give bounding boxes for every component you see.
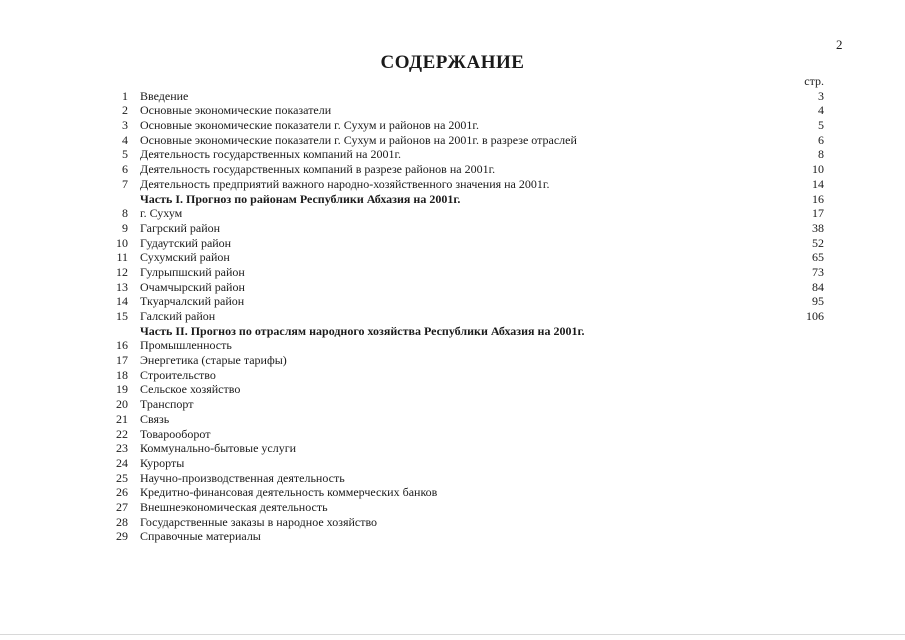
toc-entry-page bbox=[768, 412, 828, 427]
toc-entry-page bbox=[768, 441, 828, 456]
toc-entry-label: Гагрский район bbox=[140, 220, 221, 235]
toc-row bbox=[108, 103, 828, 118]
toc-row bbox=[108, 89, 828, 104]
toc-entry-label: Очамчырский район bbox=[140, 279, 245, 294]
toc-entry-page bbox=[768, 529, 828, 544]
toc-entry-number: 25 bbox=[116, 470, 128, 485]
toc-entry-number: 26 bbox=[116, 485, 128, 500]
scan-edge-line bbox=[0, 634, 905, 635]
toc-entry-label: Деятельность предприятий важного народно-хозяйственного значения на 2001г. bbox=[140, 176, 550, 191]
toc-entry-number: 14 bbox=[116, 294, 128, 309]
toc-entry-number: 6 bbox=[122, 162, 128, 177]
toc-entry-number: 2 bbox=[122, 103, 128, 118]
page-title: СОДЕРЖАНИЕ bbox=[380, 52, 525, 73]
toc-row bbox=[108, 338, 828, 353]
toc-entry-label: Связь bbox=[140, 411, 170, 426]
toc-entry-page: 10 bbox=[812, 162, 824, 177]
toc-entry-number: 24 bbox=[116, 455, 128, 470]
toc-entry-number: 23 bbox=[116, 441, 128, 456]
toc-section-title: Часть II. Прогноз по отраслям народного хозяйства Республики Абхазия на 2001г. bbox=[140, 323, 585, 338]
toc-entry-label: Кредитно-финансовая деятельность коммерческих банков bbox=[140, 485, 438, 500]
toc-entry-label: Товарооборот bbox=[140, 426, 211, 441]
toc-entry-label: Промышленность bbox=[140, 338, 232, 353]
toc-row bbox=[108, 206, 828, 221]
toc-row bbox=[108, 515, 828, 530]
toc-entry-label: Научно-производственная деятельность bbox=[140, 470, 345, 485]
toc-entry-page: 4 bbox=[818, 103, 824, 118]
toc-row bbox=[108, 177, 828, 192]
toc-entry-label: Введение bbox=[140, 88, 189, 103]
toc-entry-label: Государственные заказы в народное хозяйство bbox=[140, 514, 378, 529]
toc-entry-number: 10 bbox=[116, 235, 128, 250]
toc-entry-label: Галский район bbox=[140, 309, 216, 323]
toc-entry-page bbox=[768, 471, 828, 486]
toc-entry-page: 95 bbox=[812, 294, 824, 309]
toc-row bbox=[108, 353, 828, 368]
toc-entry-label: Основные экономические показатели г. Сухум и районов на 2001г. bbox=[140, 118, 479, 133]
toc-entry-number: 29 bbox=[116, 529, 128, 544]
toc-entry-page: 106 bbox=[806, 309, 824, 323]
toc-entry-page bbox=[768, 353, 828, 368]
toc-entry-page bbox=[768, 324, 828, 339]
toc-section-row bbox=[108, 192, 828, 207]
toc-entry-label: Ткуарчалский район bbox=[140, 294, 245, 309]
toc-entry-label: Сельское хозяйство bbox=[140, 382, 241, 397]
toc-entry-number: 3 bbox=[122, 118, 128, 133]
toc-row bbox=[108, 485, 828, 500]
toc-row bbox=[108, 236, 828, 251]
toc-entry-label: Внешнеэкономическая деятельность bbox=[140, 499, 328, 514]
toc-row bbox=[108, 309, 828, 324]
toc-entry-page bbox=[768, 338, 828, 353]
toc-entry-label: Деятельность государственных компаний в разрезе районов на 2001г. bbox=[140, 162, 496, 177]
toc-row bbox=[108, 441, 828, 456]
toc-entry-page: 14 bbox=[812, 176, 824, 191]
toc-row bbox=[108, 368, 828, 383]
toc-entry-label: Основные экономические показатели г. Сухум и районов на 2001г. в разрезе отраслей bbox=[140, 132, 577, 147]
toc-entry-label: Гудаутский район bbox=[140, 235, 232, 250]
toc-row bbox=[108, 382, 828, 397]
toc-entry-label: Энергетика (старые тарифы) bbox=[140, 353, 287, 368]
table-of-contents bbox=[108, 74, 828, 544]
toc-entry-page: 84 bbox=[812, 279, 824, 294]
toc-entry-label: г. Сухум bbox=[140, 206, 183, 221]
toc-entry-label: Справочные материалы bbox=[140, 529, 261, 544]
toc-entry-page: 5 bbox=[818, 118, 824, 133]
toc-row bbox=[108, 427, 828, 442]
toc-row bbox=[108, 529, 828, 544]
toc-entry-number: 13 bbox=[116, 279, 128, 294]
toc-entry-label: Коммунально-бытовые услуги bbox=[140, 441, 297, 456]
toc-entry-label: Сухумский район bbox=[140, 250, 230, 265]
toc-entry-number bbox=[108, 324, 140, 339]
toc-entry-page bbox=[768, 382, 828, 397]
toc-entry-number: 1 bbox=[122, 88, 128, 103]
toc-row bbox=[108, 147, 828, 162]
toc-entry-label: Строительство bbox=[140, 367, 216, 382]
toc-entry-label: Курорты bbox=[140, 455, 185, 470]
toc-entry-page: 52 bbox=[812, 235, 824, 250]
toc-entry-page bbox=[768, 515, 828, 530]
toc-row bbox=[108, 250, 828, 265]
page-number: 2 bbox=[836, 37, 843, 52]
toc-row bbox=[108, 471, 828, 486]
toc-entry-label: Основные экономические показатели bbox=[140, 103, 332, 118]
toc-entry-number: 17 bbox=[116, 353, 128, 368]
toc-row bbox=[108, 412, 828, 427]
toc-entry-number: 8 bbox=[122, 206, 128, 221]
toc-entry-number: 19 bbox=[116, 382, 128, 397]
toc-entry-number: 11 bbox=[116, 250, 128, 265]
toc-entry-page: 16 bbox=[812, 191, 824, 206]
toc-entry-number: 9 bbox=[122, 220, 128, 235]
toc-section-row bbox=[108, 324, 828, 339]
toc-row bbox=[108, 280, 828, 295]
toc-entry-page: 65 bbox=[812, 250, 824, 265]
toc-header-row bbox=[108, 74, 828, 89]
toc-entry-number: 22 bbox=[116, 426, 128, 441]
toc-entry-page bbox=[768, 397, 828, 412]
toc-entry-label: Деятельность государственных компаний на 2001г. bbox=[140, 147, 402, 162]
toc-entry-number: 4 bbox=[122, 132, 128, 147]
toc-entry-label: Гулрыпшский район bbox=[140, 264, 245, 279]
toc-section-title: Часть I. Прогноз по районам Республики Абхазия на 2001г. bbox=[140, 191, 461, 206]
toc-row bbox=[108, 265, 828, 280]
toc-row bbox=[108, 294, 828, 309]
toc-entry-page: 17 bbox=[812, 206, 824, 221]
toc-row bbox=[108, 118, 828, 133]
toc-entry-page bbox=[768, 427, 828, 442]
toc-entry-page: 6 bbox=[818, 132, 824, 147]
toc-entry-number: 28 bbox=[116, 514, 128, 529]
toc-entry-page bbox=[768, 500, 828, 515]
toc-entry-number: 18 bbox=[116, 367, 128, 382]
toc-entry-page: 73 bbox=[812, 264, 824, 279]
toc-entry-number: 27 bbox=[116, 499, 128, 514]
toc-entry-label: Транспорт bbox=[140, 397, 194, 412]
toc-row bbox=[108, 397, 828, 412]
toc-entry-number: 16 bbox=[116, 338, 128, 353]
page-column-header: стр. bbox=[804, 74, 824, 88]
toc-entry-page bbox=[768, 456, 828, 471]
toc-entry-number bbox=[108, 192, 140, 207]
toc-entry-page bbox=[768, 485, 828, 500]
toc-entry-number: 7 bbox=[122, 176, 128, 191]
toc-rows bbox=[108, 89, 828, 544]
toc-entry-page: 3 bbox=[818, 88, 824, 103]
toc-entry-number: 5 bbox=[122, 147, 128, 162]
toc-row bbox=[108, 221, 828, 236]
toc-row bbox=[108, 500, 828, 515]
toc-row bbox=[108, 133, 828, 148]
toc-row bbox=[108, 162, 828, 177]
toc-entry-number: 12 bbox=[116, 264, 128, 279]
toc-entry-page: 38 bbox=[812, 220, 824, 235]
toc-entry-number: 15 bbox=[116, 309, 128, 323]
toc-entry-number: 20 bbox=[116, 397, 128, 412]
toc-entry-number: 21 bbox=[116, 411, 128, 426]
toc-row bbox=[108, 456, 828, 471]
toc-entry-page bbox=[768, 368, 828, 383]
toc-entry-page: 8 bbox=[818, 147, 824, 162]
